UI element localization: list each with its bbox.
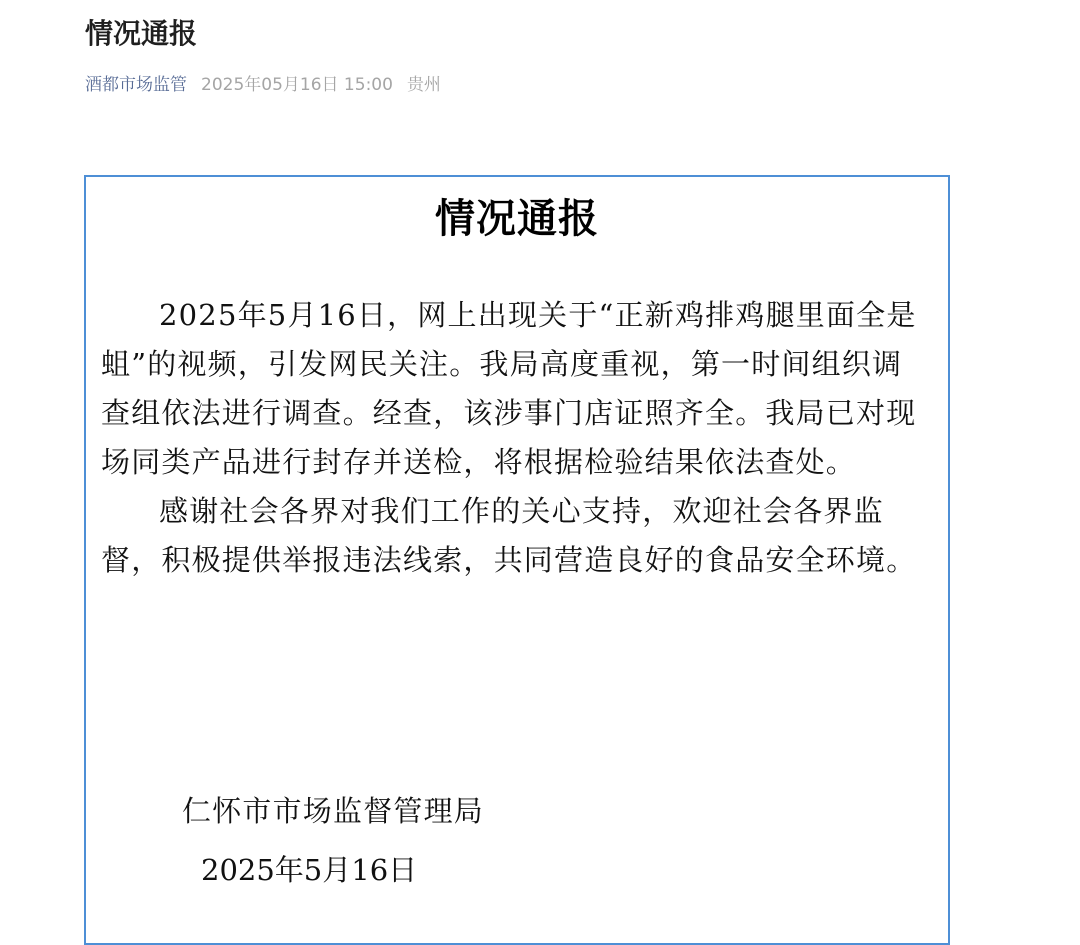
notice-signature: 仁怀市市场监督管理局 bbox=[182, 794, 485, 828]
account-name-link[interactable]: 酒都市场监管 bbox=[85, 75, 187, 95]
notice-image[interactable] bbox=[84, 175, 950, 945]
notice-heading: 情况通报 bbox=[435, 195, 599, 242]
article-title: 情况通报 bbox=[85, 17, 198, 50]
article-meta bbox=[85, 72, 441, 98]
notice-date: 2025年5月16日 bbox=[201, 853, 418, 887]
publish-time: 2025年05月16日 15:00 bbox=[201, 75, 393, 95]
notice-paragraph: 2025年5月16日，网上出现关于“正新鸡排鸡腿里面全是蛆”的视频，引发网民关注。我局高度重视，第一时间组织调查组依法进行调查。经查，该涉事门店证照齐全。我局已对现场同类产品进行封存并送检，将根据检验结果依法查处。 bbox=[101, 298, 917, 479]
notice-paragraph: 感谢社会各界对我们工作的关心支持，欢迎社会各界监督，积极提供举报违法线索，共同营造良好的食品安全环境。 bbox=[101, 494, 917, 577]
publish-location: 贵州 bbox=[406, 75, 441, 95]
notice-body bbox=[101, 291, 923, 585]
